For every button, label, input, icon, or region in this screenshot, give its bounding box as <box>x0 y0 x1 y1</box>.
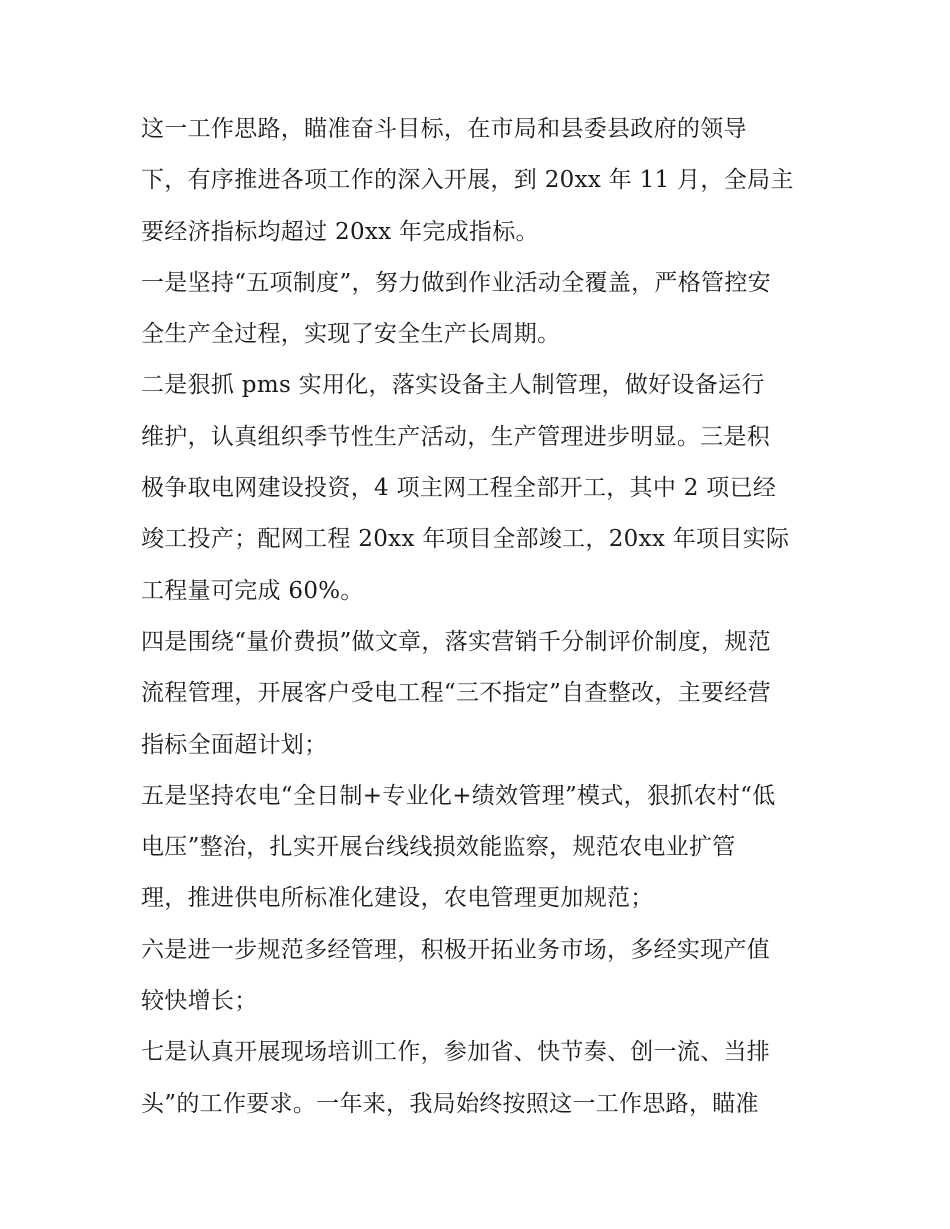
text-line: 这一工作思路，瞄准奋斗目标，在市局和县委县政府的领导 <box>141 116 747 142</box>
text-line: 极争取电网建设投资，4 项主网工程全部开工，其中 2 项已经 <box>141 475 777 502</box>
text-line: 二是狠抓 pms 实用化，落实设备主人制管理，做好设备运行 <box>141 372 765 399</box>
text-line: 竣工投产；配网工程 20xx 年项目全部竣工，20xx 年项目实际 <box>141 526 790 553</box>
text-line: 维护，认真组织季节性生产活动，生产管理进步明显。三是积 <box>141 423 771 450</box>
text-line: 五是坚持农电“全日制+专业化+绩效管理”模式，狠抓农村“低 <box>141 782 776 809</box>
text-line: 一是坚持“五项制度”，努力做到作业活动全覆盖，严格管控安 <box>141 269 771 296</box>
text-line: 工程量可完成 60%。 <box>141 577 364 604</box>
text-line: 要经济指标均超过 20xx 年完成指标。 <box>141 218 539 245</box>
document-body <box>141 104 813 1130</box>
text-line: 流程管理，开展客户受电工程“三不指定”自查整改，主要经营 <box>141 680 771 707</box>
text-line: 四是围绕“量价费损”做文章，落实营销千分制评价制度，规范 <box>141 628 771 655</box>
text-line: 全生产全过程，实现了安全生产长周期。 <box>141 321 561 348</box>
text-line: 电压”整治，扎实开展台线线损效能监察，规范农电业扩管 <box>141 834 736 861</box>
text-line: 指标全面超计划； <box>141 731 328 758</box>
text-line: 较快增长； <box>141 988 258 1015</box>
text-line: 头”的工作要求。一年来，我局始终按照这一工作思路，瞄准 <box>141 1090 759 1117</box>
text-line: 理，推进供电所标准化建设，农电管理更加规范； <box>141 885 654 912</box>
text-line: 六是进一步规范多经管理，积极开拓业务市场，多经实现产值 <box>141 936 771 963</box>
text-line: 七是认真开展现场培训工作，参加省、快节奏、创一流、当排 <box>141 1039 771 1066</box>
text-line: 下，有序推进各项工作的深入开展，到 20xx 年 11 月，全局主 <box>141 167 794 194</box>
